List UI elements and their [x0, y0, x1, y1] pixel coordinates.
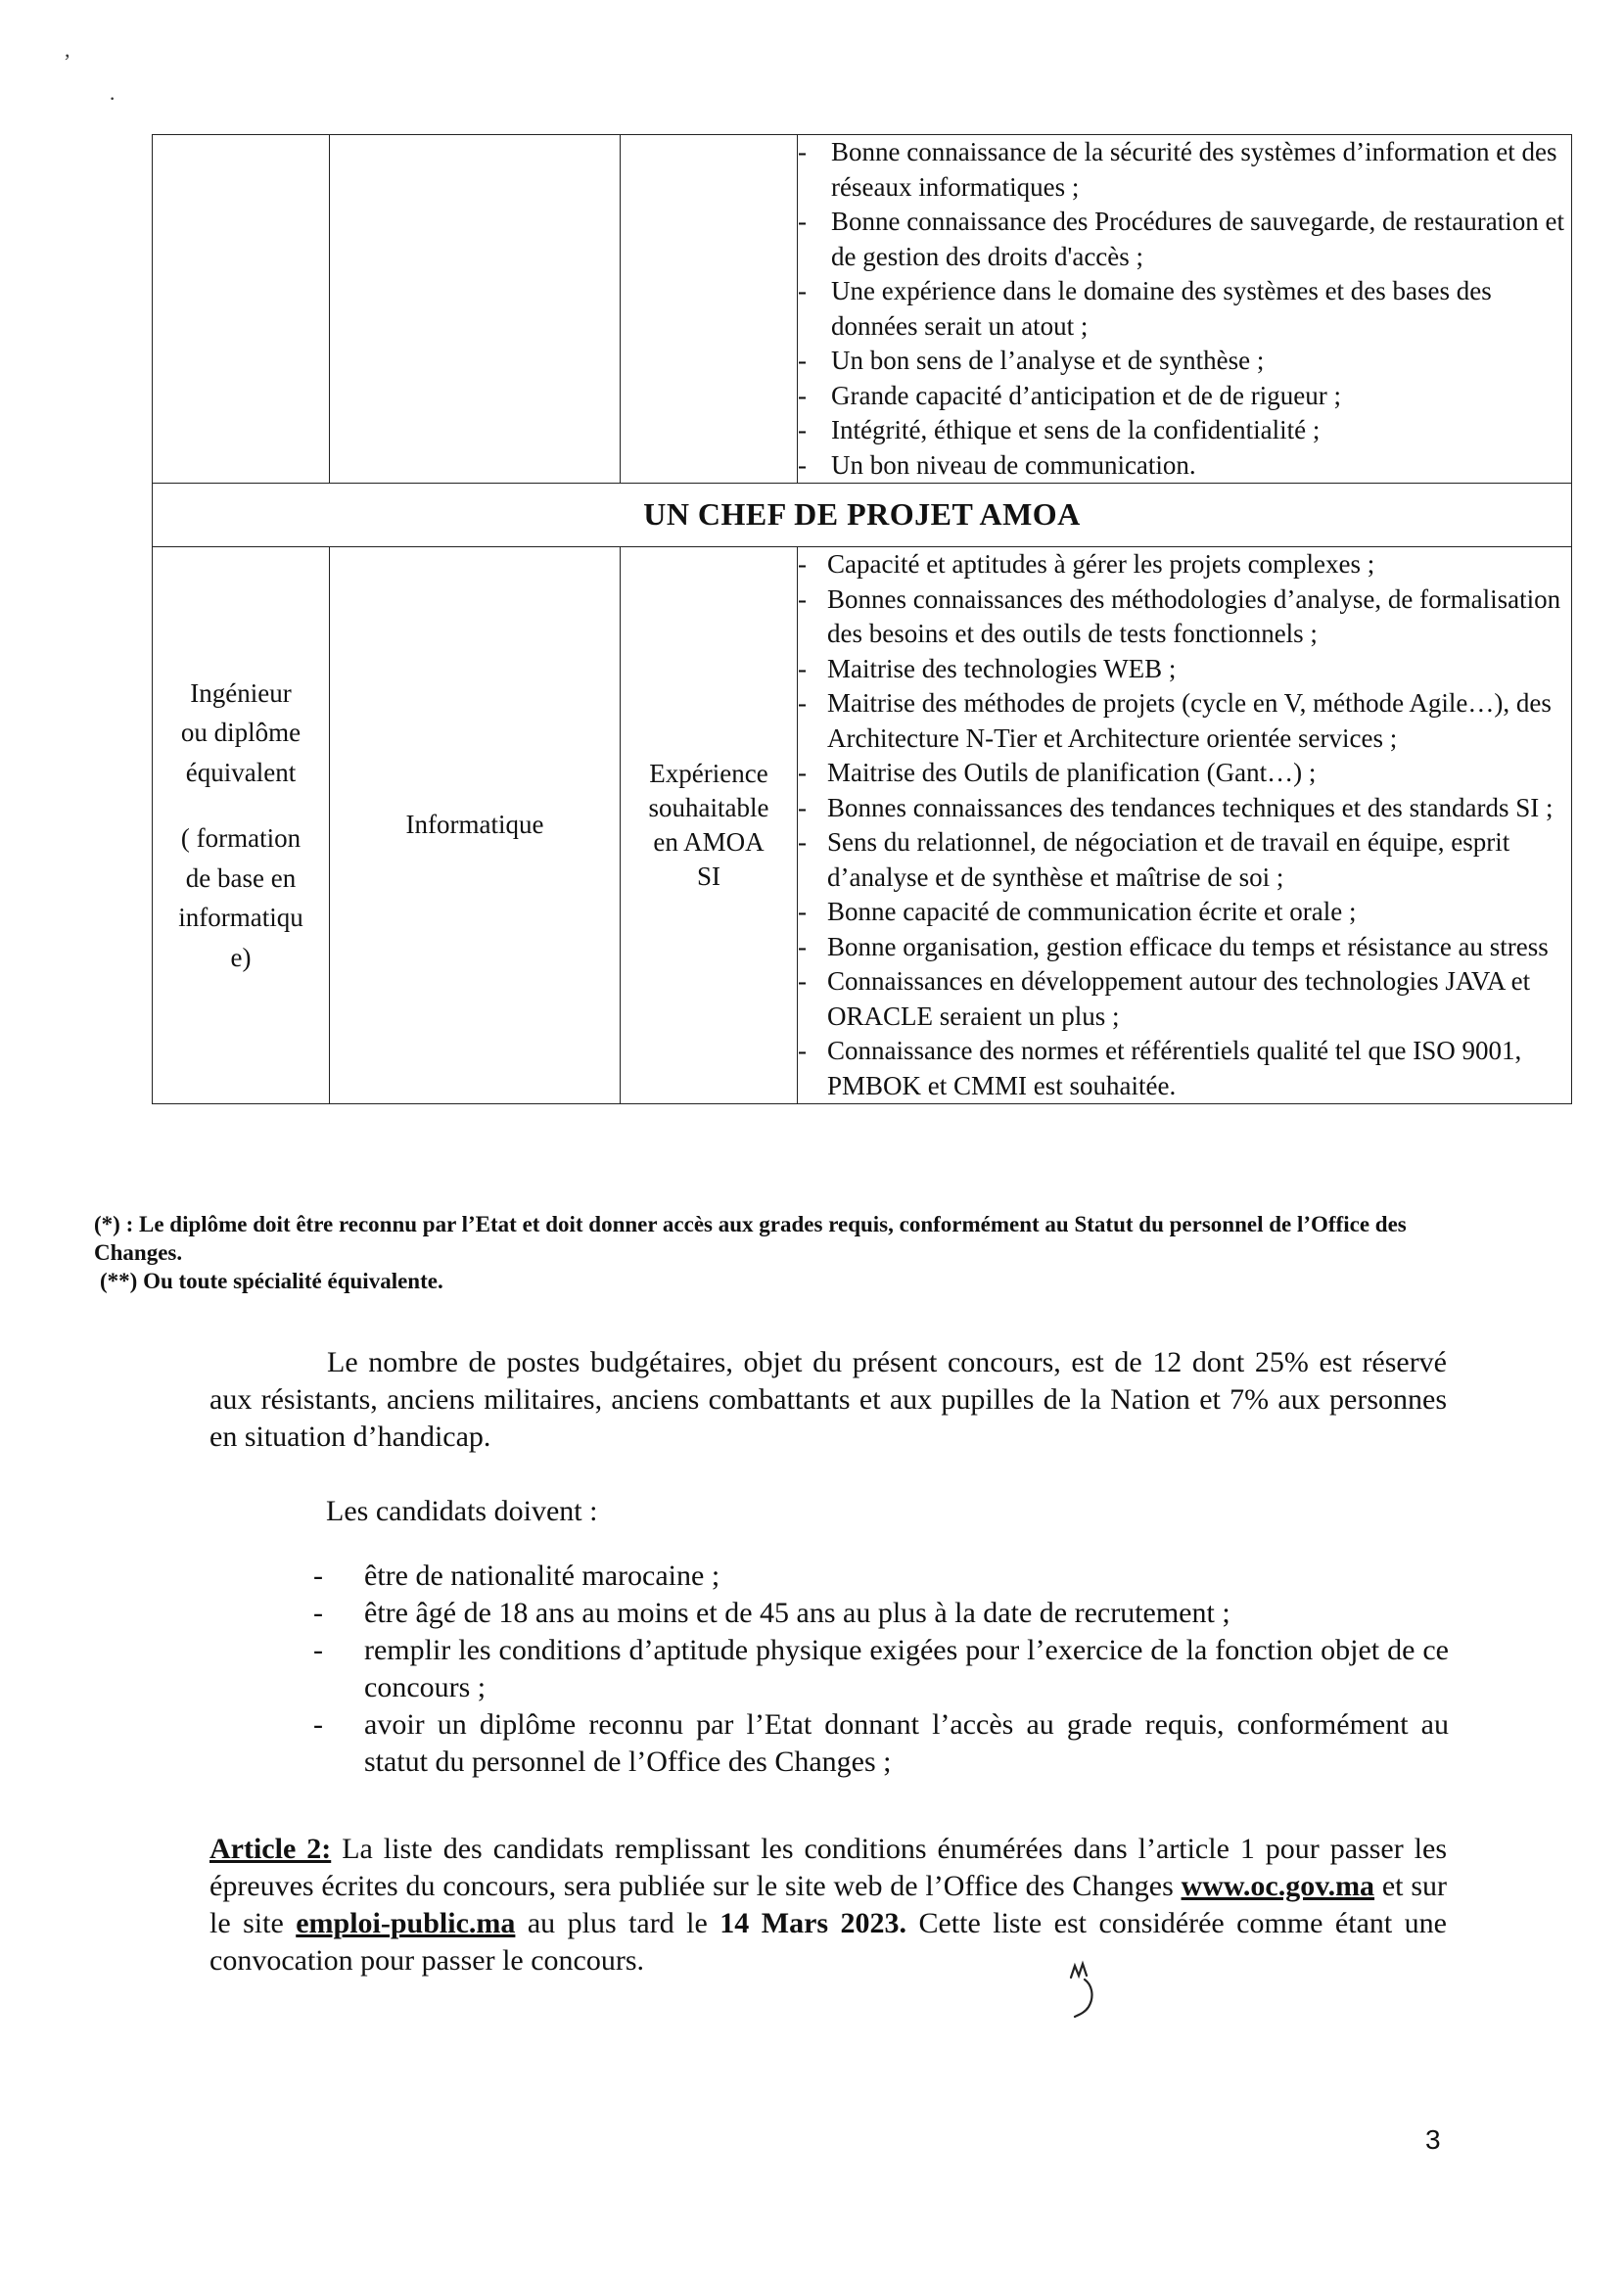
experience-line: Expérience: [649, 759, 768, 788]
article-2-label: Article 2:: [209, 1833, 332, 1865]
table-cell-empty: [153, 135, 330, 484]
note-specialty: (**) Ou toute spécialité équivalente.: [100, 1269, 443, 1293]
diploma-line: ou diplôme: [180, 718, 302, 748]
list-item: - Un bon sens de l’analyse et de synthèse ;: [798, 344, 1571, 379]
list-item: - Bonne organisation, gestion efficace du temps et résistance au stress: [798, 930, 1571, 965]
website-link-oc[interactable]: www.oc.gov.ma: [1181, 1870, 1375, 1902]
list-item: - Bonnes connaissances des méthodologies d’analyse, de formalisation des besoins et des outils de tests fonctionnels ;: [798, 582, 1571, 652]
list-item: - Connaissance des normes et référentiels qualité tel que ISO 9001, PMBOK et CMMI est souhaitée.: [798, 1034, 1571, 1103]
list-item: - Maitrise des méthodes de projets (cycle en V, méthode Agile…), des Architecture N-Tier et Architecture orientée services ;: [798, 686, 1571, 756]
budget-paragraph: Le nombre de postes budgétaires, objet du présent concours, est de 12 dont 25% est réservé aux résistants, anciens militaires, anciens combattants et aux pupilles de la Nation et 7% aux personnes en situation d’handicap.: [209, 1346, 1447, 1453]
diploma-cell: [153, 547, 330, 1104]
requirements-cell: [798, 135, 1572, 484]
specialty: Informatique: [405, 810, 544, 840]
table-notes: [94, 1210, 1464, 1295]
list-item: - Intégrité, éthique et sens de la confidentialité ;: [798, 413, 1571, 448]
scan-speck: ·: [109, 86, 116, 111]
list-item: - Bonne connaissance de la sécurité des systèmes d’information et des réseaux informatiques ;: [798, 135, 1571, 205]
list-item: - être de nationalité marocaine ;: [313, 1558, 1449, 1595]
specialty-cell: [330, 547, 621, 1104]
table-row: [153, 547, 1572, 1104]
diploma-line: Ingénieur: [190, 677, 292, 708]
diploma-note-line: informatiqu: [178, 903, 303, 933]
requirements-list: [798, 547, 1571, 1103]
article-text: au plus tard le: [515, 1907, 720, 1939]
article-2-paragraph: [209, 1831, 1447, 1979]
conditions-list: [313, 1558, 1449, 1781]
scan-speck: ,: [65, 37, 70, 62]
table-cell-empty: [621, 135, 798, 484]
list-item: - Maitrise des Outils de planification (Gant…) ;: [798, 756, 1571, 791]
diploma-note-line: ( formation: [180, 823, 302, 854]
list-item: - Sens du relationnel, de négociation et de travail en équipe, esprit d’analyse et de synthèse et maîtrise de soi ;: [798, 825, 1571, 895]
experience-line: souhaitable: [648, 793, 769, 822]
requirements-cell: [798, 547, 1572, 1104]
experience-line: SI: [696, 862, 720, 891]
list-item: - Un bon niveau de communication.: [798, 448, 1571, 484]
list-item: - avoir un diplôme reconnu par l’Etat donnant l’accès au grade requis, conformément au statut du personnel de l’Office des Changes ;: [313, 1706, 1449, 1781]
experience-line: en AMOA: [653, 827, 765, 857]
requirements-list: [798, 135, 1571, 483]
website-link-emploi-public[interactable]: emploi-public.ma: [296, 1907, 516, 1939]
list-item: - Capacité et aptitudes à gérer les projets complexes ;: [798, 547, 1571, 582]
table-cell-empty: [330, 135, 621, 484]
list-item: - Connaissances en développement autour des technologies JAVA et ORACLE seraient un plus ;: [798, 964, 1571, 1034]
requirements-table: [152, 134, 1572, 1104]
article-text: et sur le site: [209, 1870, 1447, 1939]
diploma-note-line: e): [230, 942, 252, 972]
table-row: [153, 135, 1572, 484]
spacer: [153, 792, 329, 818]
note-diploma: (*) : Le diplôme doit être reconnu par l’Etat et doit donner accès aux grades requis, conformément au Statut du personnel de l’Office des Changes.: [94, 1212, 1407, 1265]
diploma-note-line: de base en: [185, 862, 297, 893]
article-text: La liste des candidats remplissant les conditions énumérées dans l’article 1 pour passer les épreuves écrites du concours, sera publiée sur le site web de l’Office des Changes: [209, 1833, 1448, 1902]
experience-cell: [621, 547, 798, 1104]
list-item: - remplir les conditions d’aptitude physique exigées pour l’exercice de la fonction objet de ce concours ;: [313, 1632, 1449, 1706]
list-item: - Grande capacité d’anticipation et de de rigueur ;: [798, 379, 1571, 414]
article-text: Cette liste est considérée comme étant une convocation pour passer le concours.: [209, 1907, 1447, 1977]
deadline-date: 14 Mars 2023.: [719, 1907, 907, 1939]
table-row: [153, 484, 1572, 547]
initials-signature: [1065, 1958, 1104, 2021]
diploma-line: équivalent: [185, 757, 297, 787]
page-number: 3: [1425, 2124, 1441, 2155]
section-title: UN CHEF DE PROJET AMOA: [153, 484, 1572, 547]
list-item: - Maitrise des technologies WEB ;: [798, 652, 1571, 687]
list-item: - être âgé de 18 ans au moins et de 45 ans au plus à la date de recrutement ;: [313, 1595, 1449, 1632]
list-item: - Bonne connaissance des Procédures de sauvegarde, de restauration et de gestion des droits d'accès ;: [798, 205, 1571, 274]
list-item: - Bonnes connaissances des tendances techniques et des standards SI ;: [798, 791, 1571, 826]
candidates-lead: Les candidats doivent :: [326, 1495, 598, 1527]
list-item: - Une expérience dans le domaine des systèmes et des bases des données serait un atout ;: [798, 274, 1571, 344]
list-item: - Bonne capacité de communication écrite et orale ;: [798, 895, 1571, 930]
